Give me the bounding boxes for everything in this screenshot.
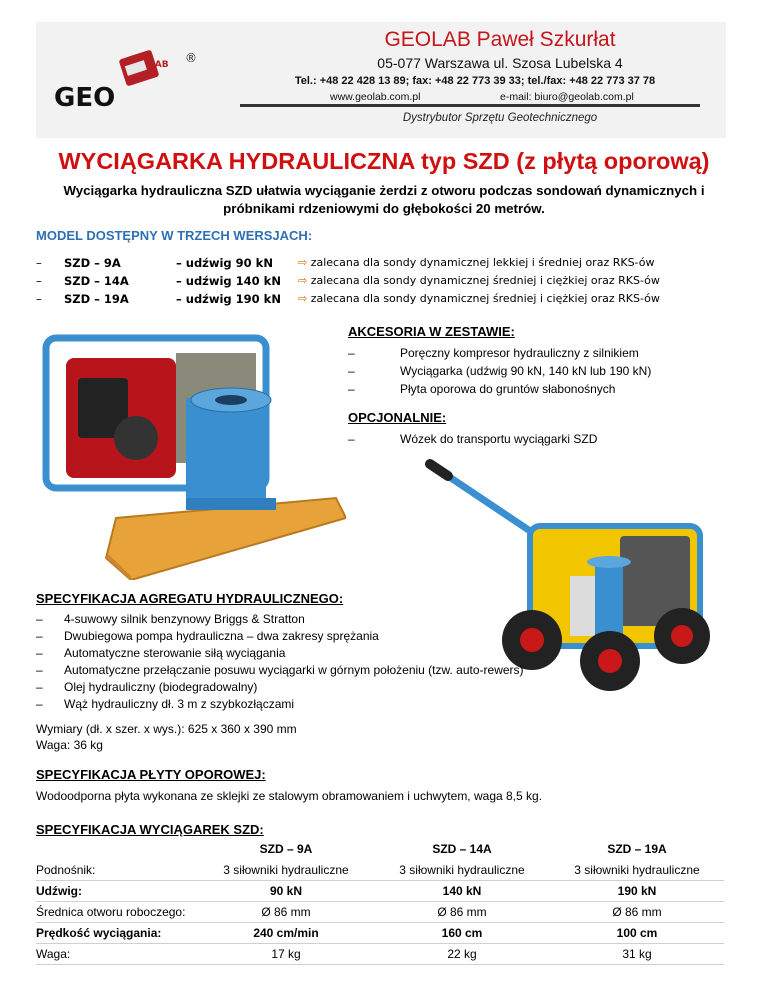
model-name: SZD – 19A — [64, 292, 129, 306]
accessory-text: Płyta oporowa do gruntów słabonośnych — [400, 382, 616, 396]
aggregate-spec-text: 4-suwowy silnik benzynowy Briggs & Stratton — [64, 612, 305, 626]
table-row — [36, 902, 724, 923]
list-dash: – — [36, 680, 43, 694]
registered-mark: ® — [185, 51, 197, 65]
model-recommendation: zalecana dla sondy dynamicznej średniej i ciężkiej oraz RKS-ów — [310, 274, 660, 287]
aggregate-spec-text: Automatyczne sterowanie siłą wyciągania — [64, 646, 286, 660]
list-dash: – — [36, 612, 43, 626]
table-row — [36, 860, 724, 881]
aggregate-spec-text: Wąż hydrauliczny dł. 3 m z szybkozłączami — [64, 697, 295, 711]
model-capacity: – udźwig 140 kN — [176, 274, 281, 288]
table-cell: 31 kg — [550, 944, 724, 965]
list-dash: – — [36, 629, 43, 643]
model-capacity: – udźwig 190 kN — [176, 292, 281, 306]
table-cell: 3 siłowniki hydrauliczne — [374, 860, 550, 881]
list-dash: – — [36, 663, 43, 677]
list-dash: – — [36, 292, 42, 306]
logo-lab-text: LAB — [149, 60, 169, 70]
aggregate-dimensions: Wymiary (dł. x szer. x wys.): 625 x 360 x 390 mm — [36, 722, 297, 736]
logo-geo-text: GEO — [54, 83, 116, 112]
email-link[interactable]: e-mail: biuro@geolab.com.pl — [500, 91, 634, 103]
header-divider — [240, 104, 700, 107]
models-heading: MODEL DOSTĘPNY W TRZECH WERSJACH: — [36, 228, 313, 243]
list-dash: – — [348, 364, 355, 378]
optional-heading: OPCJONALNIE: — [348, 410, 447, 425]
accessory-text: Poręczny kompresor hydrauliczny z silnikiem — [400, 346, 639, 360]
table-cell: 160 cm — [374, 923, 550, 944]
company-name: GEOLAB Paweł Szkurłat — [384, 28, 616, 51]
company-address: 05-077 Warszawa ul. Szosa Lubelska 4 — [377, 55, 623, 71]
accessory-text: Wyciągarka (udźwig 90 kN, 140 kN lub 190 kN) — [400, 364, 652, 378]
optional-text: Wózek do transportu wyciągarki SZD — [400, 432, 598, 446]
winches-heading: SPECYFIKACJA WYCIĄGAREK SZD: — [36, 822, 264, 837]
row-label: Podnośnik: — [36, 860, 198, 881]
list-dash: – — [348, 382, 355, 396]
arrow-right-icon: ⇨ — [298, 256, 308, 269]
aggregate-spec-text: Automatyczne przełączanie posuwu wyciągarki w górnym położeniu (tzw. auto-rewers) — [64, 663, 524, 677]
row-label: Średnica otworu roboczego: — [36, 902, 198, 923]
accessories-heading: AKCESORIA W ZESTAWIE: — [348, 324, 515, 339]
list-dash: – — [36, 646, 43, 660]
table-row — [36, 944, 724, 965]
geolab-logo — [52, 48, 202, 112]
table-cell: Ø 86 mm — [198, 902, 374, 923]
winch-with-plate-photo — [36, 318, 346, 580]
table-cell: 3 siłowniki hydrauliczne — [198, 860, 374, 881]
model-name: SZD – 9A — [64, 256, 121, 270]
table-cell: 3 siłowniki hydrauliczne — [550, 860, 724, 881]
transport-trolley-photo — [420, 456, 720, 694]
website-link[interactable]: www.geolab.com.pl — [330, 91, 421, 103]
table-cell: 140 kN — [374, 881, 550, 902]
model-row — [36, 256, 736, 276]
table-row — [36, 923, 724, 944]
plate-heading: SPECYFIKACJA PŁYTY OPOROWEJ: — [36, 767, 266, 782]
row-label: Prędkość wyciągania: — [36, 923, 198, 944]
aggregate-heading: SPECYFIKACJA AGREGATU HYDRAULICZNEGO: — [36, 591, 344, 606]
column-header: SZD – 9A — [259, 842, 313, 856]
page-title: WYCIĄGARKA HYDRAULICZNA typ SZD (z płytą oporową) — [58, 148, 710, 174]
plate-description: Wodoodporna płyta wykonana ze sklejki ze stalowym obramowaniem i uchwytem, waga 8,5 kg. — [36, 789, 543, 803]
winch-spec-table — [36, 838, 724, 965]
intro-text: Wyciągarka hydrauliczna SZD ułatwia wyciąganie żerdzi z otworu podczas sondowań dynamicznych i próbnikami rdzeniowymi do głębokości 20 metrów. — [63, 183, 705, 216]
arrow-right-icon: ⇨ — [298, 292, 308, 305]
table-cell: Ø 86 mm — [374, 902, 550, 923]
column-header: SZD – 14A — [432, 842, 492, 856]
model-row — [36, 292, 736, 312]
model-recommendation: zalecana dla sondy dynamicznej średniej i ciężkiej oraz RKS-ów — [310, 292, 660, 305]
distributor-line: Dystrybutor Sprzętu Geotechnicznego — [402, 112, 598, 124]
list-dash: – — [348, 346, 355, 360]
company-phones: Tel.: +48 22 428 13 89; fax: +48 22 773 39 33; tel./fax: +48 22 773 37 78 — [294, 75, 656, 87]
model-recommendation: zalecana dla sondy dynamicznej lekkiej i średniej oraz RKS-ów — [310, 256, 655, 269]
table-cell: 190 kN — [550, 881, 724, 902]
table-cell: 100 cm — [550, 923, 724, 944]
table-cell: 17 kg — [198, 944, 374, 965]
list-dash: – — [348, 432, 355, 446]
model-name: SZD – 14A — [64, 274, 129, 288]
table-cell: Ø 86 mm — [550, 902, 724, 923]
table-cell: 22 kg — [374, 944, 550, 965]
aggregate-spec-text: Dwubiegowa pompa hydrauliczna – dwa zakresy sprężania — [64, 629, 379, 643]
model-capacity: – udźwig 90 kN — [176, 256, 273, 270]
table-cell: 240 cm/min — [198, 923, 374, 944]
list-dash: – — [36, 256, 42, 270]
arrow-right-icon: ⇨ — [298, 274, 308, 287]
row-label: Udźwig: — [36, 881, 198, 902]
table-cell: 90 kN — [198, 881, 374, 902]
list-dash: – — [36, 274, 42, 288]
row-label: Waga: — [36, 944, 198, 965]
model-row — [36, 274, 736, 294]
list-dash: – — [36, 697, 43, 711]
aggregate-spec-text: Olej hydrauliczny (biodegradowalny) — [64, 680, 258, 694]
table-header-row — [36, 838, 724, 860]
table-row — [36, 881, 724, 902]
aggregate-weight: Waga: 36 kg — [36, 738, 103, 752]
column-header: SZD – 19A — [607, 842, 667, 856]
